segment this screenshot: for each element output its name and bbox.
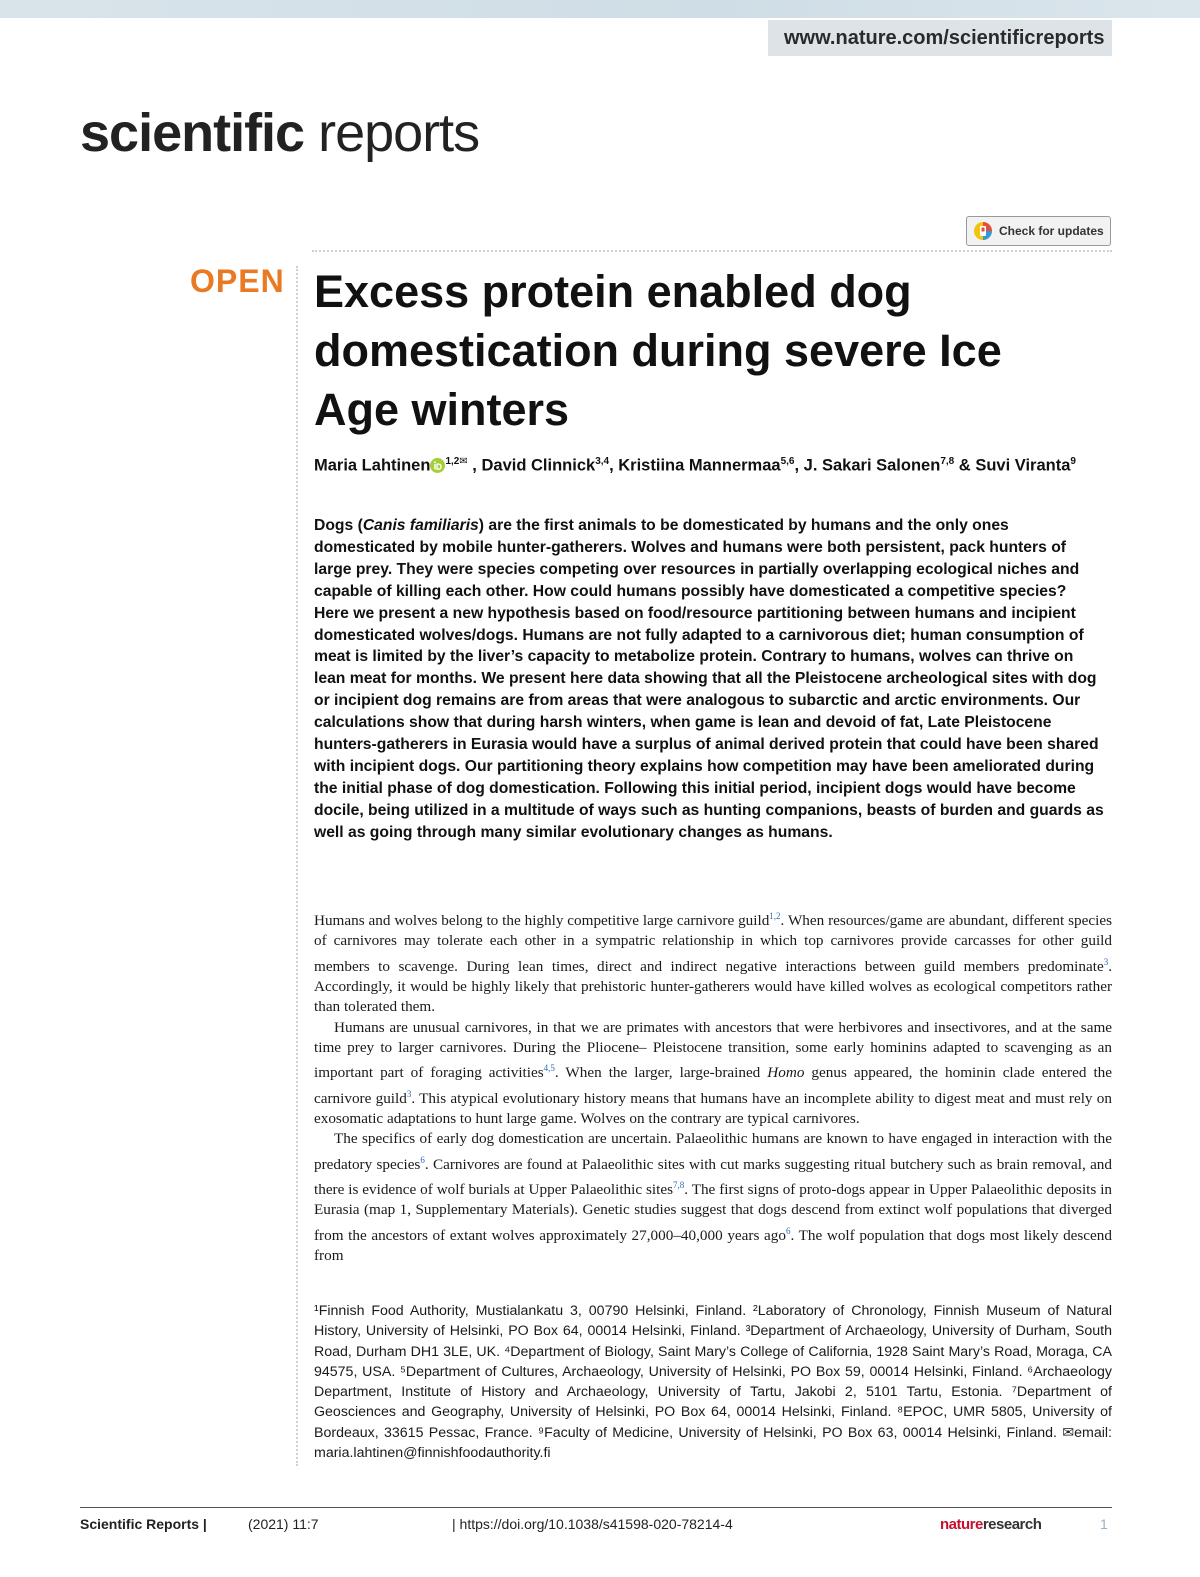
abstract: [314, 515, 1104, 844]
author-affiliation-ref: 5,6: [780, 456, 795, 467]
author-list: Maria Lahtinen $^{1,2✉}$ , David Clinnick$^{3,4}$, Kristiina Mannermaa$^{5,6}$, J. Sakari Salonen$^{7,8}$ & Suvi Viranta$^9$: [314, 456, 1076, 475]
abstract-text: Dogs (: [314, 517, 363, 534]
orcid-icon[interactable]: [430, 458, 445, 473]
article-title: Excess protein enabled dog domestication during severe Ice Age winters: [314, 266, 1002, 435]
journal-logo[interactable]: [80, 102, 479, 164]
author-name[interactable]: David Clinnick: [481, 456, 596, 475]
reference-link[interactable]: 3: [406, 1088, 412, 1099]
footer-journal: Scientific Reports |: [80, 1516, 207, 1532]
crossmark-icon: [973, 221, 993, 241]
genus-name: Homo: [767, 1064, 805, 1082]
footer-doi-link[interactable]: | https://doi.org/10.1038/s41598-020-78214-4: [452, 1516, 733, 1532]
reference-link[interactable]: 1,2: [769, 911, 781, 921]
reference-link[interactable]: 3: [1103, 956, 1109, 967]
title-divider: [312, 250, 1112, 252]
check-for-updates-button[interactable]: [966, 216, 1111, 246]
main-text: [314, 906, 1112, 1266]
top-banner: [0, 0, 1200, 18]
publisher-logo[interactable]: natureresearch: [940, 1516, 1042, 1533]
journal-logo-bold: scientific: [80, 103, 305, 163]
reference-link[interactable]: 6: [785, 1225, 791, 1236]
footer-volume: (2021) 11:7: [248, 1516, 319, 1532]
species-name: Canis familiaris: [362, 517, 479, 534]
author-name[interactable]: Maria Lahtinen: [314, 456, 431, 475]
paragraph: Humans are unusual carnivores, in that we are primates with ancestors that were herbivores and insectivores, and at the same time prey to larger carnivores. During the Pliocene– Pleistocene transition, some early hominins adapted to scavenging as an important part of foraging activities$^{4,5}$. When the larger, large-brained Homo genus appeared, the hominin clade entered the carnivore guild$^3$. This atypical evolutionary history means that humans have an incomplete ability to digest meat and must rely on exosomatic adaptations to hunt large game. Wolves on the contrary are typical carnivores.: [314, 1018, 1112, 1127]
author-name[interactable]: Kristiina Mannermaa: [618, 456, 781, 475]
reference-link[interactable]: 4,5: [543, 1063, 555, 1074]
footer-divider: [80, 1507, 1112, 1508]
abstract-text: ) are the first animals to be domesticated by humans and the only ones domesticated by mobile hunter-gatherers. Wolves and humans were both persistent, pack hunters of large prey. They were species competing over resources in partially overlapping ecological niches and capable of killing each other. How could humans possibly have domesticated a competitive species? Here we present a new hypothesis based on food/resource partitioning between humans and incipient domesticated wolves/dogs. Humans are not fully adapted to a carnivorous diet; human consumption of meat is limited by the liver’s capacity to metabolize protein. Contrary to humans, wolves can thrive on lean meat for months. We present here data showing that all the Pleistocene archeological sites with dog or incipient dog remains are from areas that were analogous to subarctic and arctic environments. Our calculations show that during harsh winters, when game is lean and devoid of fat, Late Pleistocene hunters-gatherers in Eurasia would have a surplus of animal derived protein that could have been shared with incipient dogs. Our partitioning theory explains how competition may have been ameliorated during the initial phase of dog domestication. Following this initial period, incipient dogs would have become docile, being utilized in a multitude of ways such as hunting companions, beasts of burden and guards as well as going through many similar evolutionary changes as humans.: [314, 517, 1104, 841]
affiliations: ¹Finnish Food Authority, Mustialankatu 3, 00790 Helsinki, Finland. ²Laboratory of Chronology, Finnish Museum of Natural History, University of Helsinki, PO Box 64, 00014 Helsinki, Finland. ³Department of Archaeology, University of Durham, South Road, Durham DH1 3LE, UK. ⁴Department of Biology, Saint Mary’s College of California, 1928 Saint Mary’s Road, Moraga, CA 94575, USA. ⁵Department of Cultures, Archaeology, University of Helsinki, PO Box 59, 00014 Helsinki, Finland. ⁶Archaeology Department, Institute of History and Archaeology, University of Tartu, Jakobi 2, 5101 Tartu, Estonia. ⁷Department of Geosciences and Geography, University of Helsinki, PO Box 64, 00014 Helsinki, Finland. ⁸EPOC, UMR 5805, University of Bordeaux, 33615 Pessac, France. ⁹Faculty of Medicine, University of Helsinki, PO Box 63, 00014 Helsinki, Finland. ✉email: maria.lahtinen@finnishfoodauthority.fi: [314, 1303, 1112, 1462]
check-updates-label: Check for updates: [999, 224, 1104, 238]
author-affiliation-ref: 1,2✉: [445, 456, 468, 467]
author-name[interactable]: Suvi Viranta: [975, 456, 1071, 475]
margin-divider: [296, 266, 298, 1466]
paragraph: The specifics of early dog domestication are uncertain. Palaeolithic humans are known to have engaged in interaction with the predatory species$^6$. Carnivores are found at Palaeolithic sites with cut marks suggesting ritual butchery such as brain removal, and there is evidence of wolf burials at Upper Palaeolithic sites$^{7,8}$. The first signs of proto-dogs appear in Upper Palaeolithic deposits in Eurasia (map 1, Supplementary Materials). Genetic studies suggest that dogs descend from extinct wolf populations that diverged from the ancestors of extant wolves approximately 27,000–40,000 years ago$^6$. The wolf population that dogs most likely descend from: [314, 1130, 1113, 1264]
reference-link[interactable]: 7,8: [673, 1179, 685, 1190]
paragraph: Humans and wolves belong to the highly competitive large carnivore guild$^{1,2}$. When resources/game are abundant, different species of carnivores may tolerate each other in a sympatric relationship in which top carnivores provide carcasses for other guild members to scavenge. During lean times, direct and indirect negative interactions between guild members predominate$^3$. Accordingly, it would be highly likely that prehistoric hunter-gatherers would have killed wolves as ecological competitors rather than tolerated them.: [314, 911, 1112, 1016]
journal-url[interactable]: www.nature.com/scientificreports: [768, 20, 1112, 56]
author-affiliation-ref: 9: [1070, 456, 1076, 467]
author-affiliation-ref: 3,4: [595, 456, 610, 467]
open-access-label: OPEN: [190, 263, 285, 299]
reference-link[interactable]: 6: [420, 1154, 425, 1165]
journal-logo-light: reports: [318, 103, 480, 163]
page-number: 1: [1100, 1516, 1108, 1532]
author-name[interactable]: J. Sakari Salonen: [803, 456, 941, 475]
author-affiliation-ref: 7,8: [940, 456, 955, 467]
